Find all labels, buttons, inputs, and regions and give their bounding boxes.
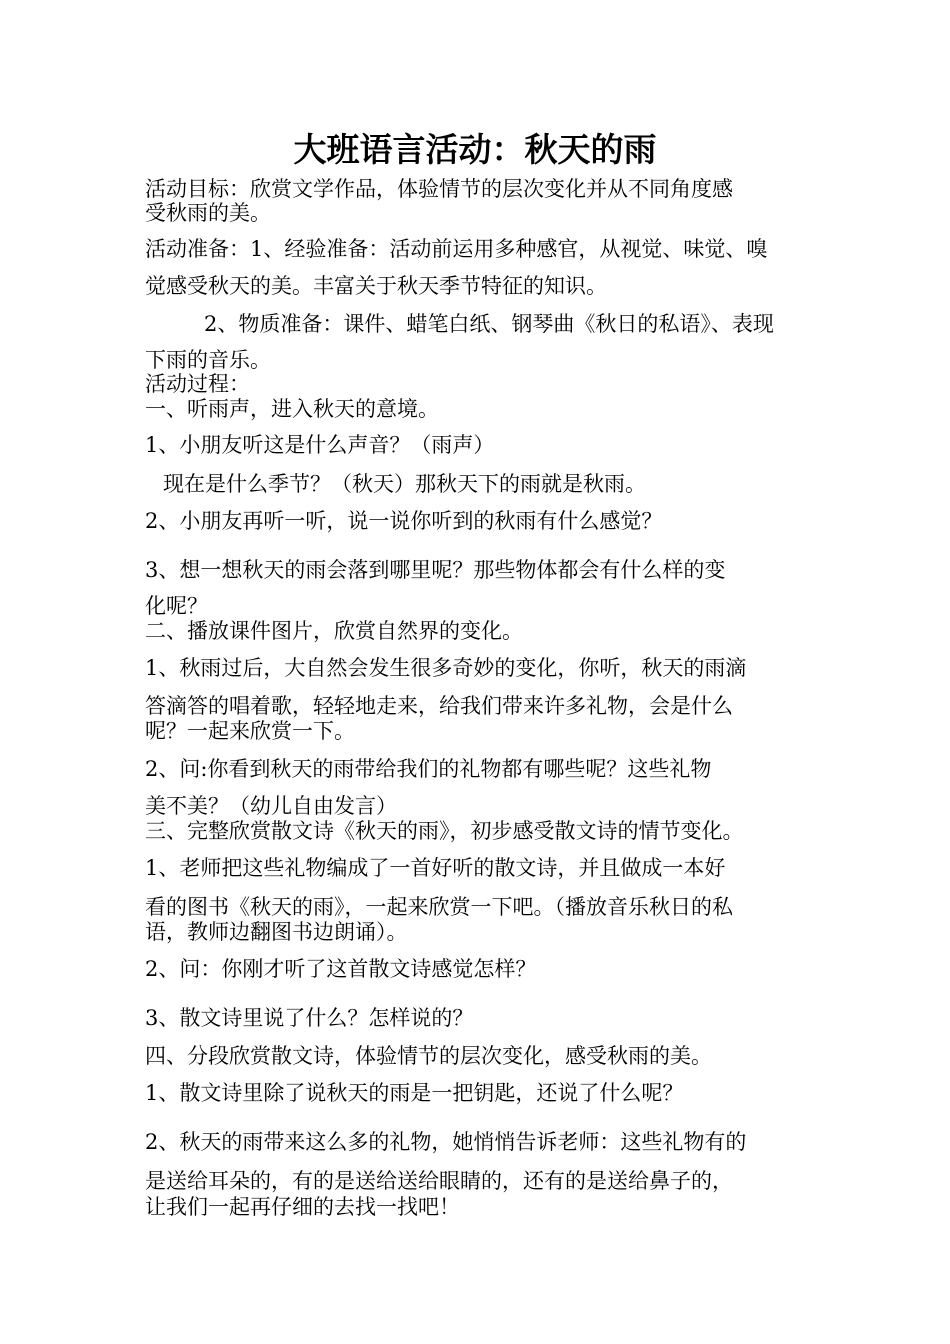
text-line: 3、散文诗里说了什么？怎样说的？	[145, 1006, 474, 1030]
text-line: 答滴答的唱着歌，轻轻地走来，给我们带来许多礼物，会是什么	[145, 694, 733, 718]
document-title: 大班语言活动：秋天的雨	[293, 130, 657, 169]
text-line: 现在是什么季节？（秋天）那秋天下的雨就是秋雨。	[163, 472, 646, 496]
text-line: 1、秋雨过后，大自然会发生很多奇妙的变化，你听，秋天的雨滴	[145, 656, 747, 680]
text-line: 活动目标：欣赏文学作品，体验情节的层次变化并从不同角度感	[145, 177, 733, 201]
text-line: 四、分段欣赏散文诗，体验情节的层次变化，感受秋雨的美。	[145, 1044, 712, 1068]
text-line: 1、小朋友听这是什么声音？（雨声）	[145, 433, 495, 457]
text-line: 2、物质准备：课件、蜡笔白纸、钢琴曲《秋日的私语》、表现	[204, 312, 774, 336]
text-line: 是送给耳朵的，有的是送给送给眼睛的，还有的是送给鼻子的，	[145, 1169, 733, 1193]
text-line: 受秋雨的美。	[145, 201, 271, 225]
text-line: 化呢？	[145, 594, 208, 618]
text-line: 2、秋天的雨带来这么多的礼物，她悄悄告诉老师：这些礼物有的	[145, 1130, 747, 1154]
text-line: 看的图书《秋天的雨》，一起来欣赏一下吧。（播放音乐秋日的私	[145, 895, 733, 919]
text-line: 三、完整欣赏散文诗《秋天的雨》，初步感受散文诗的情节变化。	[145, 819, 744, 843]
text-line: 觉感受秋天的美。丰富关于秋天季节特征的知识。	[145, 274, 607, 298]
text-line: 1、老师把这些礼物编成了一首好听的散文诗，并且做成一本好	[145, 856, 726, 880]
text-line: 一、听雨声，进入秋天的意境。	[145, 397, 439, 421]
text-line: 2、小朋友再听一听，说一说你听到的秋雨有什么感觉？	[145, 509, 663, 533]
text-line: 活动准备：1、经验准备：活动前运用多种感官，从视觉、味觉、嗅	[145, 237, 768, 261]
text-line: 下雨的音乐。	[145, 348, 271, 372]
text-line: 2、问：你刚才听了这首散文诗感觉怎样？	[145, 957, 537, 981]
text-line: 让我们一起再仔细的去找一找吧！	[145, 1195, 460, 1219]
text-line: 活动过程：	[145, 372, 250, 396]
text-line: 3、想一想秋天的雨会落到哪里呢？那些物体都会有什么样的变	[145, 558, 726, 582]
text-line: 二、播放课件图片，欣赏自然界的变化。	[145, 619, 523, 643]
text-line: 美不美？（幼儿自由发言）	[145, 794, 397, 818]
text-line: 呢？一起来欣赏一下。	[145, 719, 355, 743]
text-line: 2、问:你看到秋天的雨带给我们的礼物都有哪些呢？这些礼物	[145, 757, 712, 781]
text-line: 1、散文诗里除了说秋天的雨是一把钥匙，还说了什么呢？	[145, 1081, 684, 1105]
text-line: 语，教师边翻图书边朗诵）。	[145, 920, 408, 944]
